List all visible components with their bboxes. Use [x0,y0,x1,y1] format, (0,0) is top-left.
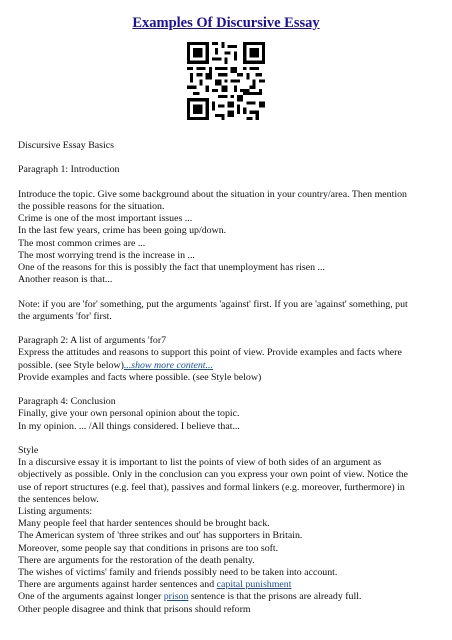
text-span: One of the arguments against longer [18,591,162,603]
show-more-link[interactable]: ...show more content... [123,359,213,371]
text-line: use of report structures (e.g. feel that), passives and formal linkers (e.g. moreover, furthermore) in [18,481,405,493]
text-line: the sentences below. [18,493,99,505]
text-line: Note: if you are 'for' something, put the arguments 'against' first. If you are 'against' something, put [18,298,408,310]
paragraph-heading: Paragraph 1: Introduction [18,164,120,176]
text-line [18,579,444,591]
text-line: objectively as possible. Only in the conclusion can you express your own point of view. Notice the [18,469,408,481]
text-line: the arguments 'for' first. [18,310,112,322]
text-span: sentence is that the prisons are already full. [190,591,362,603]
text-line [18,591,444,603]
prison-link[interactable]: prison [163,591,189,603]
qr-code-icon [187,42,265,120]
text-span: There are arguments against harder sentences and [18,579,215,591]
text-line: Finally, give your own personal opinion about the topic. [18,408,240,420]
document-body [18,140,444,616]
text-line: Introduce the topic. Give some background about the situation in your country/area. Then mention [18,188,407,200]
text-line: Crime is one of the most important issues ... [18,213,193,225]
section-heading: Discursive Essay Basics [18,140,114,151]
text-line: Listing arguments: [18,506,93,517]
paragraph-heading: Style [18,444,39,456]
paragraph-heading: Paragraph 2: A list of arguments 'for7 [18,335,167,347]
text-line: The most common crimes are ... [18,237,146,249]
text-line: The American system of 'three strikes and out' has supporters in Britain. [18,530,303,542]
text-line: In my opinion. ... /All things considered. I believe that... [18,420,240,432]
text-line [18,360,444,372]
text-line: Provide examples and facts where possible. (see Style below) [18,371,262,383]
text-line: Moreover, some people say that conditions in prisons are too soft. [18,542,279,554]
document-title[interactable]: Examples Of Discursive Essay [132,15,320,31]
text-line: In the last few years, crime has been going up/down. [18,225,227,237]
paragraph-heading: Paragraph 4: Conclusion [18,396,116,408]
text-line: The wishes of victims' family and friends possibly need to be taken into account. [18,567,338,579]
capital-punishment-link[interactable]: capital punishment [216,579,292,591]
text-line: Another reason is that... [18,274,113,286]
text-line: One of the reasons for this is possibly the fact that unemployment has risen ... [18,262,325,273]
text-line: The most worrying trend is the increase in ... [18,249,195,261]
text-line: Express the attitudes and reasons to support this point of view. Provide examples and facts where [18,347,402,359]
text-line: Other people disagree and think that prisons should reform [18,603,251,615]
text-line: In a discursive essay it is important to list the points of view of both sides of an argument as [18,457,382,469]
text-span: possible. (see Style below) [18,359,124,371]
text-line: Many people feel that harder sentences should be brought back. [18,518,270,530]
text-line: the possible reasons for the situation. [18,200,165,212]
text-line: There are arguments for the restoration of the death penalty. [18,554,255,566]
